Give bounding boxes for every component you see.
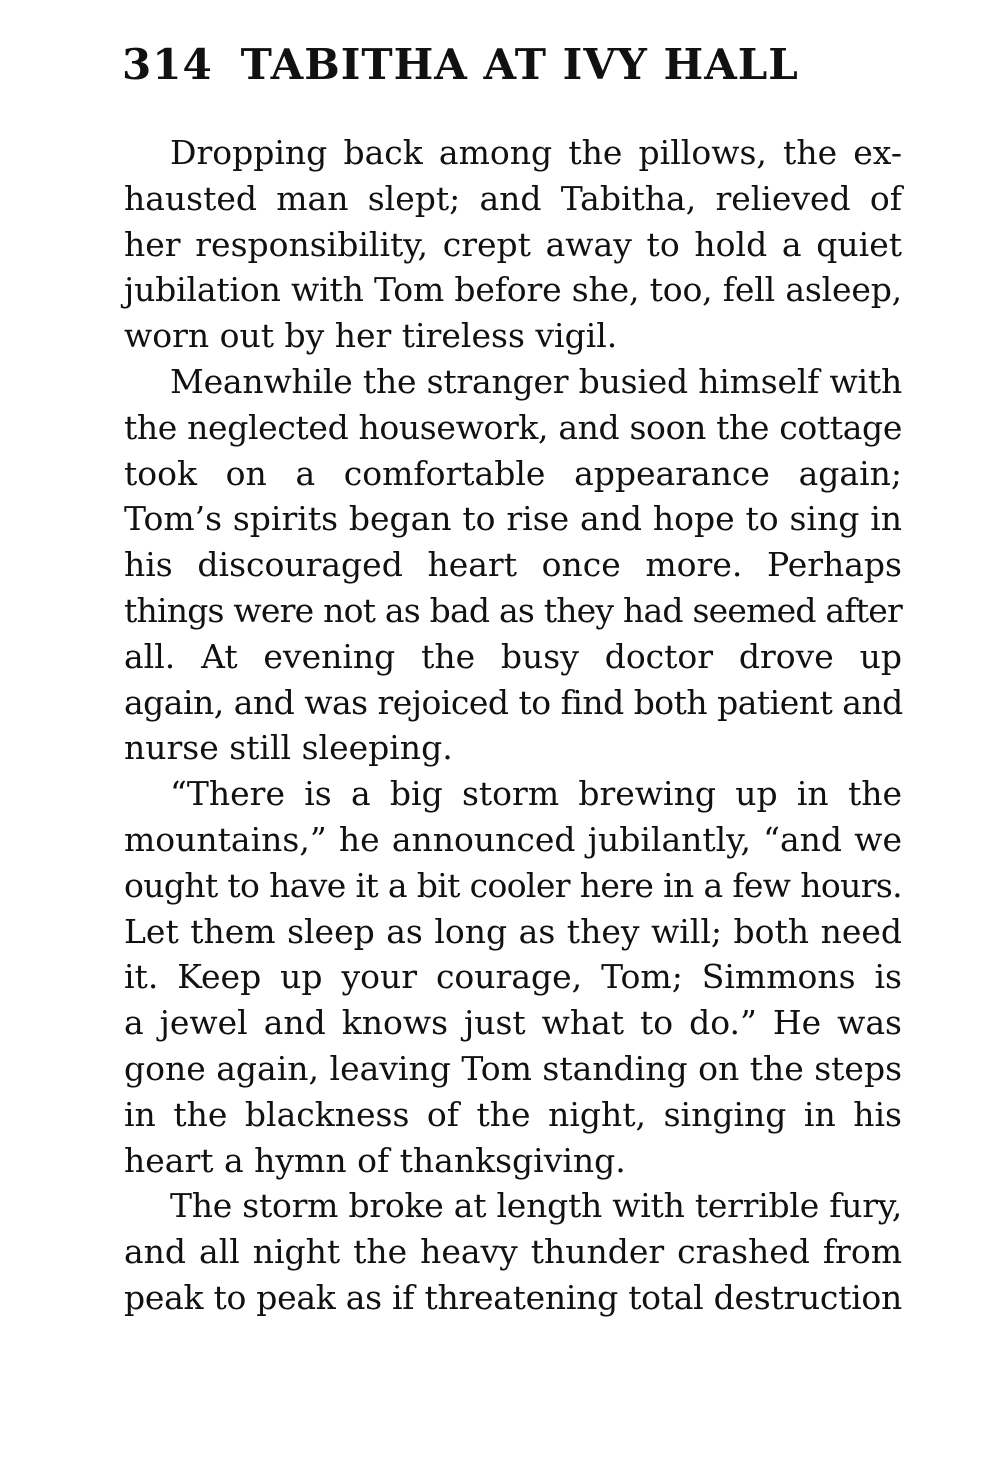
text-line: Let them sleep as long as they will; both need: [124, 911, 902, 951]
body-text: [124, 130, 902, 1321]
text-line: Dropping back among the pillows, the ex-: [170, 133, 902, 172]
text-line: the neglected housework, and soon the cottage: [124, 407, 902, 447]
text-line: “There is a big storm brewing up in the: [170, 774, 902, 814]
book-title: TABITHA AT IVY HALL: [240, 40, 799, 89]
text-line: Meanwhile the stranger busied himself with: [170, 361, 902, 401]
text-line: a jewel and knows just what to do.” He was: [124, 1003, 902, 1043]
text-line: The storm broke at length with terrible fury,: [170, 1186, 902, 1226]
text-line: ought to have it a bit cooler here in a few hours.: [124, 865, 902, 905]
text-line: again, and was rejoiced to find both patient and: [124, 682, 903, 722]
text-line: her responsibility, crept away to hold a quiet: [124, 224, 902, 264]
paragraph-1: [124, 130, 902, 359]
running-head: [122, 40, 902, 100]
text-line: in the blackness of the night, singing in his: [124, 1094, 902, 1134]
text-line: hausted man slept; and Tabitha, relieved of: [124, 178, 902, 218]
text-line: his discouraged heart once more. Perhaps: [124, 545, 902, 585]
paragraph-3: [124, 771, 902, 1183]
paragraph-4: [124, 1183, 902, 1320]
text-line: jubilation with Tom before she, too, fell asleep,: [124, 270, 902, 310]
text-line: all. At evening the busy doctor drove up: [124, 636, 902, 676]
text-line: Tom’s spirits began to rise and hope to sing in: [124, 499, 902, 539]
text-line: nurse still sleeping.: [124, 728, 453, 768]
paragraph-2: [124, 359, 902, 771]
text-line: things were not as bad as they had seemed after: [124, 590, 902, 630]
text-line: and all night the heavy thunder crashed from: [124, 1232, 902, 1272]
text-line: it. Keep up your courage, Tom; Simmons is: [124, 957, 902, 997]
text-line: took on a comfortable appearance again;: [124, 453, 902, 493]
text-line: heart a hymn of thanksgiving.: [124, 1140, 626, 1180]
page-number: 314: [122, 40, 213, 89]
text-line: worn out by her tireless vigil.: [124, 316, 618, 356]
text-line: gone again, leaving Tom standing on the steps: [124, 1048, 902, 1088]
text-line: peak to peak as if threatening total destruction: [124, 1277, 903, 1317]
text-line: mountains,” he announced jubilantly, “and we: [124, 819, 902, 859]
